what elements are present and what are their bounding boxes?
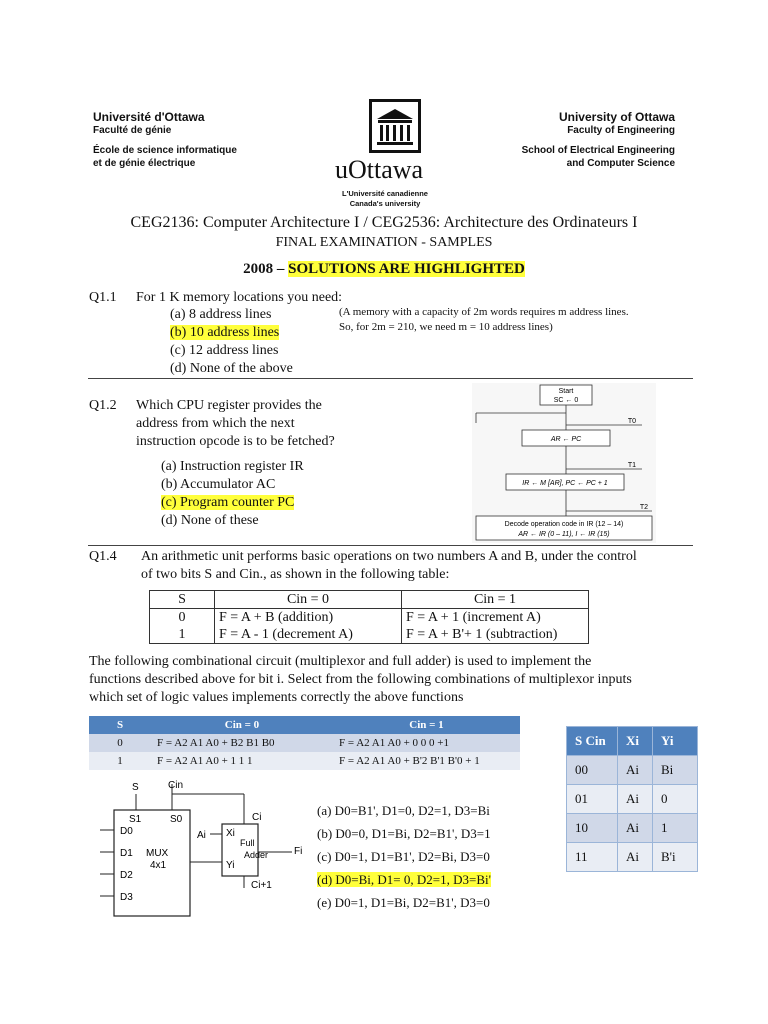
header-left	[93, 111, 237, 170]
flow-step2: IR ← M [AR], PC ← PC + 1	[522, 480, 608, 487]
table-cell: 1	[117, 755, 123, 767]
q2-number: Q1.2	[89, 398, 117, 413]
q2-option: (b) Accumulator AC	[161, 477, 276, 492]
q4-paragraph-line: The following combinational circuit (multiplexor and full adder) is used to implement the	[89, 654, 592, 669]
circuit-label-adder: Adder	[244, 850, 269, 860]
circuit-label-d1: D1	[120, 848, 133, 859]
circuit-label-mux: MUX	[146, 848, 169, 859]
q2-option-correct: (c) Program counter PC	[161, 495, 295, 510]
expression-table	[89, 716, 520, 770]
tagline-fr: L'Université canadienne	[342, 189, 428, 198]
circuit-label-d2: D2	[120, 870, 133, 881]
circuit-label-s0: S0	[170, 814, 183, 825]
table-header: Cin = 0	[224, 719, 260, 731]
header-right-line: School of Electrical Engineering	[521, 145, 675, 156]
q4-intro-line: of two bits S and Cin., as shown in the following table:	[141, 567, 450, 582]
table-header: Cin = 0	[215, 591, 402, 609]
flow-start: Start	[558, 388, 574, 395]
q1-note-line: (A memory with a capacity of 2m words requires m address lines.	[339, 306, 629, 318]
flow-t0: T0	[627, 418, 637, 425]
header-right	[522, 111, 675, 170]
table-header: S	[116, 719, 124, 731]
flow-step3a: Decode operation code in IR (12 – 14)	[504, 521, 624, 528]
q4-choice-correct: (d) D0=Bi, D1= 0, D2=1, D3=Bi'	[317, 872, 491, 887]
circuit-label-fi: Fi	[294, 846, 303, 857]
solutions-highlight: SOLUTIONS ARE HIGHLIGHTED	[288, 261, 525, 277]
q2-options	[161, 458, 304, 530]
table-cell: F = A2 A1 A0 + 0 0 0 +1	[339, 737, 449, 749]
circuit-diagram	[96, 776, 312, 920]
q4-intro	[141, 548, 637, 584]
table-cell: 10	[567, 814, 618, 843]
circuit-label-s1: S1	[129, 814, 142, 825]
table-cell: F = A + 1 (increment A)	[402, 609, 589, 627]
q1-question: For 1 K memory locations you need:	[136, 290, 343, 305]
divider	[88, 545, 693, 546]
q1-note	[339, 305, 629, 335]
fetch-flowchart	[472, 383, 656, 543]
flow-t2: T2	[639, 504, 649, 511]
table-cell: Ai	[618, 785, 653, 814]
q4-choice: (c) D0=1, D1=B1', D2=Bi, D3=0	[317, 849, 490, 864]
q2-option: (d) None of these	[161, 513, 259, 528]
flow-t1: T1	[627, 462, 637, 469]
q4-choice: (e) D0=1, D1=Bi, D2=B1', D3=0	[317, 895, 490, 910]
q4-paragraph-line: which set of logic values implements correctly the above functions	[89, 690, 464, 705]
logo-wordmark: uOttawa	[335, 155, 424, 184]
q4-number: Q1.4	[89, 549, 117, 564]
table-cell: F = A2 A1 A0 + B2 B1 B0	[157, 737, 275, 749]
circuit-label-s: S	[132, 782, 139, 793]
q4-intro-line: An arithmetic unit performs basic operations on two numbers A and B, under the control	[141, 549, 637, 564]
circuit-label-d0: D0	[120, 826, 133, 837]
table-cell: F = A - 1 (decrement A)	[215, 626, 402, 644]
table-header: Yi	[653, 727, 698, 756]
table-cell: 0	[653, 785, 698, 814]
q1-number: Q1.1	[89, 290, 117, 305]
q4-paragraph-line: functions described above for bit i. Select from the following combinations of multiplexor inputs	[89, 672, 632, 687]
table-cell: 01	[567, 785, 618, 814]
q2-question-line: Which CPU register provides the	[136, 398, 322, 413]
circuit-label-ci1: Ci+1	[251, 880, 272, 891]
flowchart-diagram	[472, 383, 656, 543]
course-title: CEG2136: Computer Architecture I / CEG2536: Architecture des Ordinateurs I	[130, 214, 638, 231]
table-cell: 1	[150, 626, 215, 644]
table-cell: 00	[567, 756, 618, 785]
table-header: S Cin	[567, 727, 618, 756]
table-cell: F = A + B'+ 1 (subtraction)	[402, 626, 589, 644]
tagline	[330, 189, 440, 209]
circuit-label-yi: Yi	[226, 860, 235, 871]
circuit-label-ai: Ai	[197, 830, 206, 841]
table-header: S	[150, 591, 215, 609]
q1-option-correct: (b) 10 address lines	[170, 325, 280, 340]
q4-choice: (a) D0=B1', D1=0, D2=1, D3=Bi	[317, 803, 490, 818]
header-left-line: École de science informatique	[93, 145, 237, 156]
q1-option: (d) None of the above	[170, 361, 293, 376]
circuit-label-full: Full	[240, 838, 255, 848]
table-header: Cin = 1	[409, 719, 444, 731]
table-cell: Ai	[618, 814, 653, 843]
header-left-line: Faculté de génie	[93, 125, 172, 136]
header-right-line: Faculty of Engineering	[567, 125, 675, 136]
mux-adder-circuit	[96, 776, 312, 920]
q2-question-line: instruction opcode is to be fetched?	[136, 434, 335, 449]
q2-option: (a) Instruction register IR	[161, 459, 304, 474]
header-right-line: and Computer Science	[566, 158, 675, 169]
q4-choice: (b) D0=0, D1=Bi, D2=B1', D3=1	[317, 826, 491, 841]
circuit-label-d3: D3	[120, 892, 133, 903]
tagline-en: Canada's university	[349, 199, 421, 208]
table-cell: B'i	[653, 843, 698, 872]
table-cell: 11	[567, 843, 618, 872]
q2-question-line: address from which the next	[136, 416, 295, 431]
operations-table	[149, 590, 589, 644]
header-left-line: Université d'Ottawa	[93, 110, 205, 124]
table-cell: Ai	[618, 756, 653, 785]
circuit-label-mux-size: 4x1	[150, 860, 167, 871]
year: 2008 –	[243, 261, 285, 277]
q4-paragraph	[89, 653, 632, 707]
table-cell: F = A2 A1 A0 + 1 1 1	[157, 755, 253, 767]
circuit-label-ci: Ci	[252, 812, 262, 823]
table-cell: F = A2 A1 A0 + B'2 B'1 B'0 + 1	[339, 755, 480, 767]
q1-options	[170, 306, 293, 378]
table-cell: 1	[653, 814, 698, 843]
q4-choices	[317, 799, 491, 914]
building-icon	[355, 97, 435, 155]
year-line	[0, 261, 768, 278]
exam-title: FINAL EXAMINATION - SAMPLES	[275, 235, 493, 250]
q1-option: (c) 12 address lines	[170, 343, 279, 358]
mux-truth-table	[566, 726, 698, 872]
table-cell: 0	[117, 737, 123, 749]
circuit-label-cin: Cin	[168, 780, 184, 791]
flow-start-sc: SC ← 0	[553, 397, 579, 404]
header-left-line: et de génie électrique	[93, 158, 196, 169]
q2-question	[136, 397, 335, 451]
table-cell: Ai	[618, 843, 653, 872]
q1-note-line: So, for 2m = 210, we need m = 10 address lines)	[339, 321, 553, 333]
header-right-line: University of Ottawa	[558, 110, 675, 124]
table-header: Xi	[618, 727, 653, 756]
flow-step3b: AR ← IR (0 – 11), I ← IR (15)	[518, 531, 610, 538]
table-cell: F = A + B (addition)	[215, 609, 402, 627]
circuit-label-xi: Xi	[226, 828, 235, 839]
flow-step1: AR ← PC	[550, 436, 582, 443]
table-cell: Bi	[653, 756, 698, 785]
q1-option: (a) 8 address lines	[170, 307, 272, 322]
divider	[88, 378, 693, 379]
uottawa-logo	[355, 97, 435, 160]
table-header: Cin = 1	[402, 591, 589, 609]
table-cell: 0	[150, 609, 215, 627]
